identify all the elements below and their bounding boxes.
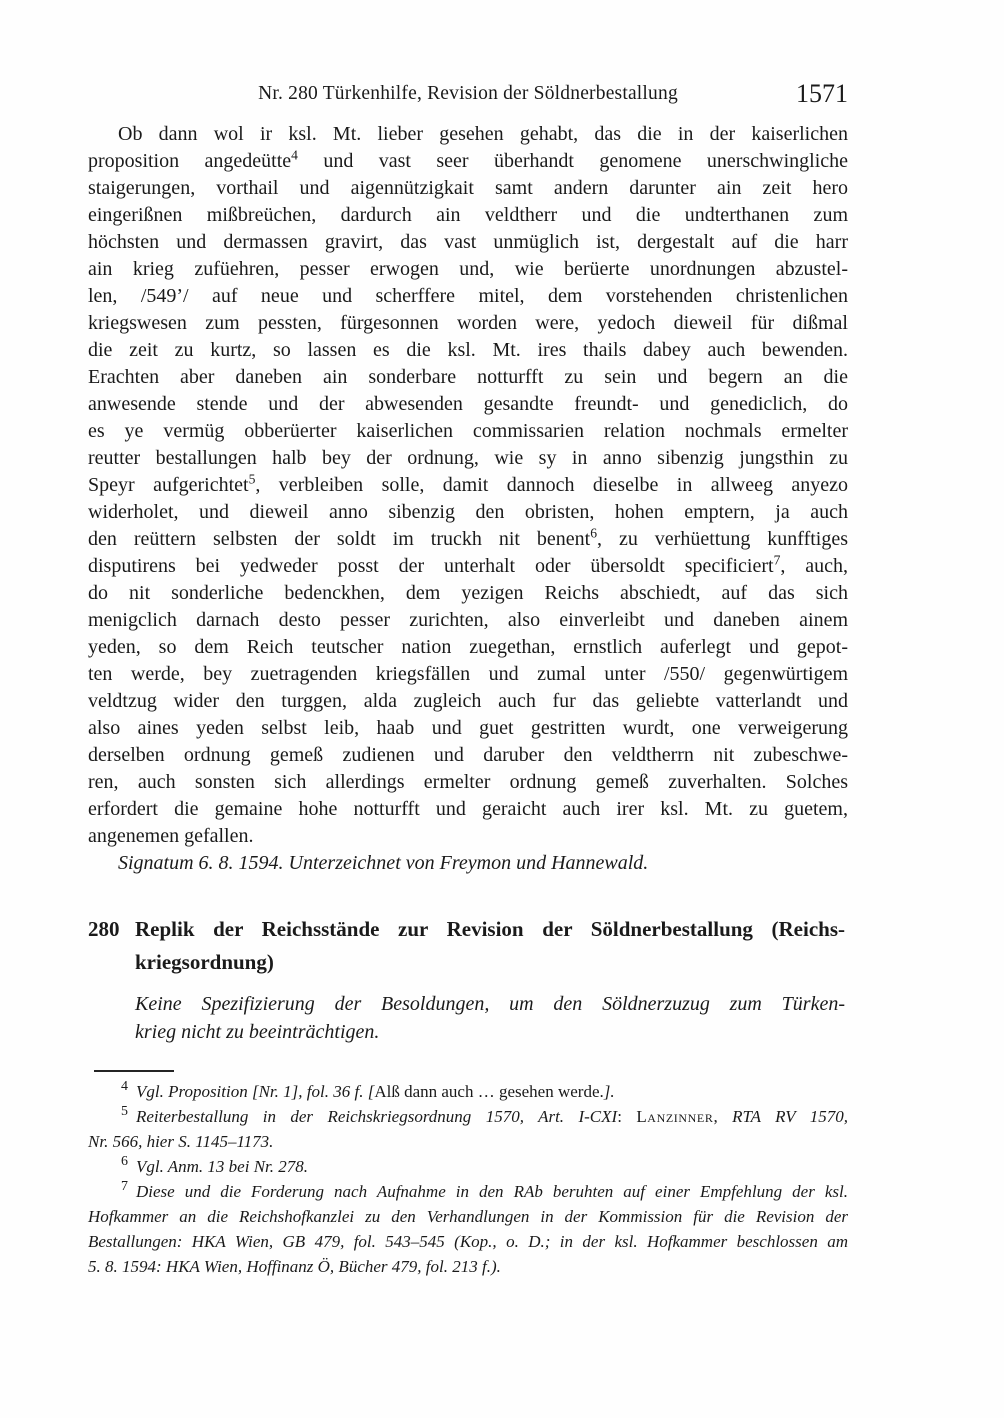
text-segment: RTA RV 1570, [732,1107,848,1126]
text-segment: kriegswesen zum pessten, fürgesonnen worden were, yedoch dieweil für dißmal [88,312,848,334]
text-segment: , [713,1107,733,1126]
section-heading [88,913,848,979]
text-segment: widerholet, und dieweil anno sibenzig den obristen, hohen emptern, ja auch [88,501,848,523]
text-line [88,553,848,580]
text-segment: höchsten und dermassen gravirt, das vast unmüglich ist, dergestalt auf die harr [88,231,848,253]
text-segment: erfordert die gemaine hohe notturfft und geraicht auch irer ksl. Mt. zu guetem, [88,798,848,820]
text-line [88,202,848,229]
footnote-marker: 4 [121,1079,128,1095]
main-paragraph [88,121,848,877]
text-segment: Replik der Reichsstände zur Revision der Söldnerbestallung (Reichs- [135,917,845,941]
text-line [88,823,848,850]
text-segment: ren, auch sonsten sich allerdings ermelter ordnung gemeß zuverhalten. Solches [88,771,848,793]
text-segment: derselben ordnung gemeß zudienen und daruber den veldtherrn nit zubeschwe- [88,744,848,766]
text-segment: Vgl. Anm. 13 bei Nr. 278. [135,1157,309,1176]
text-line [135,990,845,1018]
page-content [88,0,848,1279]
text-segment: : [617,1107,637,1126]
text-line [88,850,848,877]
text-segment: yeden, so dem Reich teutscher nation zuegethan, ernstlich auferlegt und gepot- [88,636,848,658]
text-line [88,607,848,634]
text-line [88,796,848,823]
text-line [88,175,848,202]
text-line [88,634,848,661]
text-segment: den reüttern selbsten der soldt im truckh nit benent [88,528,591,550]
text-segment: Reiterbestallung in der Reichskriegsordnung 1570, Art. I-CXI [135,1107,618,1126]
text-segment: ten werde, bey zuetragenden kriegsfällen und zumal unter /550/ gegenwürtigem [88,663,848,685]
footnote-marker: 6 [590,525,597,541]
text-line [88,1104,848,1129]
text-line [88,1129,848,1154]
text-segment: kriegsordnung) [135,950,274,974]
text-line [88,1154,848,1179]
text-segment: krieg nicht zu beeinträchtigen. [135,1021,380,1043]
text-line [88,1229,848,1254]
text-segment: , auch, [780,555,848,577]
text-segment: ain krieg zufüehren, pesser erwogen und, wie berüerte unordnungen abzustel- [88,258,848,280]
text-segment: Keine Spezifizierung der Besoldungen, um den Söldnerzuzug zum Türken- [135,993,845,1015]
footnote-marker: 4 [291,147,298,163]
text-line [88,445,848,472]
text-line [88,1204,848,1229]
footnote-separator-rule [94,1070,174,1072]
text-line [88,1079,848,1104]
text-line [88,310,848,337]
footnote-marker: 7 [121,1179,128,1195]
text-segment: veldtzug wider den turggen, alda zugleich auch fur das geliebte vatterlandt und [88,690,848,712]
text-segment: anwesende stende und der abwesenden gesandte freundt- und genediclich, do [88,393,848,415]
text-line [88,1179,848,1204]
text-segment: Diese und die Forderung nach Aufnahme in den RAb beruhten auf einer Empfehlung der ksl. [135,1182,848,1201]
text-line [88,688,848,715]
text-segment: Lanzinner [636,1107,714,1126]
text-segment: angenemen gefallen. [88,825,254,847]
text-segment: disputirens bei yedweder posst der unterhalt oder übersoldt specificiert [88,555,774,577]
text-segment: reutter bestallungen halb bey der ordnung, wie sy in anno sibenzig jungsthin zu [88,447,848,469]
footnote-marker: 5 [248,471,256,487]
text-line [88,580,848,607]
text-segment: menigclich darnach desto pesser zurichten, also einverleibt und daneben ainem [88,609,848,631]
text-segment: Signatum 6. 8. 1594. Unterzeichnet von Freymon und Hannewald. [118,852,649,874]
footnotes [88,1079,848,1279]
text-line [88,499,848,526]
text-line [88,148,848,175]
text-line [135,913,845,946]
text-segment: Alß dann auch … gesehen werde. [374,1082,604,1101]
text-line [88,283,848,310]
footnote-marker: 6 [121,1154,128,1170]
text-line [88,337,848,364]
text-segment: also aines yeden selbst leib, haab und guet gestritten wurdt, one verweigerung [88,717,848,739]
text-segment: Erachten aber daneben ain sonderbare notturfft zu sein und begern an die [88,366,848,388]
text-line [88,769,848,796]
text-line [88,1254,848,1279]
text-line [88,661,848,688]
page-number: 1571 [796,79,848,108]
section-title [135,913,845,979]
text-segment: Bestallungen: HKA Wien, GB 479, fol. 543–545 (Kop., o. D.; in der ksl. Hofkammer beschlossen am [88,1232,848,1251]
text-line [88,229,848,256]
text-segment: Ob dann wol ir ksl. Mt. lieber gesehen gehabt, das die in der kaiserlichen [118,123,848,145]
text-line [88,256,848,283]
text-segment: es ye vermüg obberüerter kaiserlichen commissarien relation nochmals ermelter [88,420,848,442]
text-line [88,472,848,499]
text-line [88,121,848,148]
text-segment: Nr. 566, hier S. 1145–1173. [88,1132,274,1151]
text-segment: staigerungen, vorthail und aigennützigkait samt andern darunter ain zeit hero [88,177,848,199]
running-title: Nr. 280 Türkenhilfe, Revision der Söldnerbestallung [258,83,678,104]
text-segment: die zeit zu kurtz, so lassen es die ksl. Mt. ires thails dabey auch bewenden. [88,339,848,361]
section-summary [135,990,845,1046]
text-segment: und vast seer überhandt genomene unerschwingliche [297,150,848,172]
text-line [88,391,848,418]
text-segment: 5. 8. 1594: HKA Wien, Hoffinanz Ö, Bücher 479, fol. 213 f.). [88,1257,501,1276]
text-line [88,715,848,742]
text-line [88,364,848,391]
text-line [88,526,848,553]
text-segment: , zu verhüettung kunfftiges [597,528,849,550]
text-segment: do nit sonderliche bedenckhen, dem yezigen Reichs abschiedt, auf das sich [88,582,848,604]
text-line [88,742,848,769]
text-line [88,418,848,445]
text-segment: proposition angedeütte [88,150,292,172]
section-number: 280 [88,917,120,941]
text-segment: Speyr aufgerichtet [88,474,249,496]
footnote-marker: 7 [773,552,781,568]
text-segment: len, /549’/ auf neue und scherffere mitel, dem vorstehenden christenlichen [88,285,848,307]
text-segment: Hofkammer an die Reichshofkanzlei zu den Verhandlungen in der Kommission für die Revision der [88,1207,848,1226]
text-segment: Vgl. Proposition [Nr. 1], fol. 36 f. [ [135,1082,375,1101]
text-line [135,946,845,979]
text-segment: eingerißnen mißbreüchen, dardurch ain veldtherr und die undterthanen zum [88,204,848,226]
text-segment: , verbleiben solle, damit dannoch dieselbe in allweeg anyezo [255,474,848,496]
page-header [88,78,848,110]
text-line [135,1018,845,1046]
footnote-marker: 5 [121,1104,128,1120]
text-segment: ]. [603,1082,615,1101]
